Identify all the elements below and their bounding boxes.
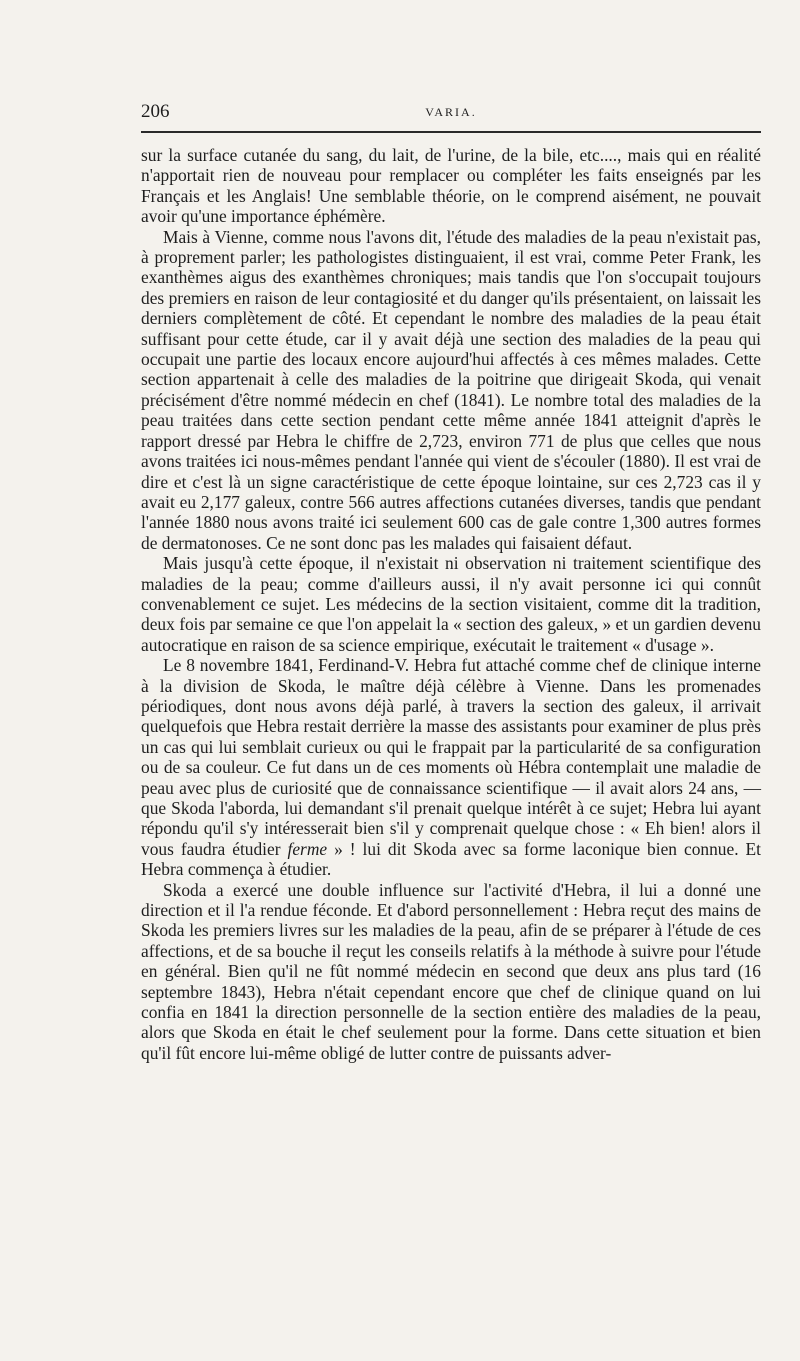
- paragraph-4: [141, 655, 761, 879]
- paragraph-4-italic: ferme: [287, 838, 328, 859]
- paragraph-1: sur la surface cutanée du sang, du lait, de l'urine, de la bile, etc...., mais qui en réalité n'apportait rien de nouveau pour remplacer ou compléter les faits enseignés par les Français et les Anglais! Une semblable théorie, on le comprend aisément, ne pouvait avoir qu'une importance éphémère.: [141, 145, 761, 227]
- paragraph-3: Mais jusqu'à cette époque, il n'existait ni observation ni traitement scientifique des maladies de la peau; comme d'ailleurs aussi, il n'y avait personne ici qui connût convenablement ce sujet. Les médecins de la section visitaient, comme dit la tradition, deux fois par semaine ce que l'on appelait la « section des galeux, » et un gardien devenu autocratique en raison de sa science empirique, exécutait le traitement « d'usage ».: [141, 553, 761, 655]
- header-rule: [141, 131, 761, 133]
- paragraph-4-tail: » ! lui dit Skoda avec sa forme laconique bien connue. Et Hebra commença à étudier.: [141, 838, 761, 880]
- page-number: 206: [141, 101, 170, 122]
- paragraph-2: Mais à Vienne, comme nous l'avons dit, l'étude des maladies de la peau n'existait pas, à proprement parler; les pathologistes distinguaient, il est vrai, comme Peter Frank, les exanthèmes aigus des exanthèmes chroniques; mais tandis que l'on s'occupait toujours des premiers en raison de leur contagiosité et du danger qu'ils présentaient, on laissait les derniers complètement de côté. Et cependant le nombre des maladies de la peau était suffisant pour cette étude, car il y avait déjà une section des maladies de la peau qui occupait une partie des locaux encore aujourd'hui affectés à ces mêmes malades. Cette section appartenait à celle des maladies de la poitrine que dirigeait Skoda, qui venait précisément d'être nommé médecin en chef (1841). Le nombre total des maladies de la peau traitées dans cette section pendant cette même année 1841 atteignit d'après le rapport dressé par Hebra le chiffre de 2,723, environ 771 de plus que celles que nous avons traitées ici nous-mêmes pendant l'année qui vient de s'écouler (1880). Il est vrai de dire et c'est là un signe caractéristique de cette époque lointaine, sur ces 2,723 cas il y avait eu 2,177 galeux, contre 566 autres affections cutanées diverses, tandis que pendant l'année 1880 nous avons traité ici seulement 600 cas de gale contre 1,300 autres formes de dermatonoses. Ce ne sont donc pas les malades qui faisaient défaut.: [141, 226, 761, 553]
- running-title: VARIA.: [425, 105, 477, 119]
- body-text: [141, 145, 761, 1063]
- running-head: [141, 101, 761, 127]
- paragraph-4-text: Le 8 novembre 1841, Ferdinand-V. Hebra fut attaché comme chef de clinique interne à la division de Skoda, le maître déjà célèbre à Vienne. Dans les promenades périodiques, dont nous avons déjà parlé, à travers la section des galeux, il arrivait quelquefois que Hebra restait derrière la masse des assistants pour examiner de plus près un cas qui lui semblait curieux ou qui le frappait par la particularité de sa configuration ou de sa couleur. Ce fut dans un de ces moments où Hébra contemplait une maladie de peau avec plus de curiosité que de connaissance scientifique — il avait alors 24 ans, — que Skoda l'aborda, lui demandant s'il prenait quelque intérêt à ce sujet; Hebra lui ayant répondu qu'il s'y intéresserait bien s'il y comprenait quelque chose : « Eh bien! alors il vous faudra étudier: [141, 655, 761, 859]
- paragraph-5: Skoda a exercé une double influence sur l'activité d'Hebra, il lui a donné une direction et il l'a rendue féconde. Et d'abord personnellement : Hebra reçut des mains de Skoda les premiers livres sur les maladies de la peau, afin de se préparer à l'étude de ces affections, et de sa bouche il reçut les conseils relatifs à la méthode à suivre pour l'étude en général. Bien qu'il ne fût nommé médecin en second que deux ans plus tard (16 septembre 1843), Hebra n'était cependant encore que chef de clinique quand on lui confia en 1841 la direction personnelle de la section entière des maladies de la peau, alors que Skoda en était le chef seulement pour la forme. Dans cette situation et bien qu'il fût encore lui-même obligé de lutter contre de puissants adver-: [141, 879, 761, 1063]
